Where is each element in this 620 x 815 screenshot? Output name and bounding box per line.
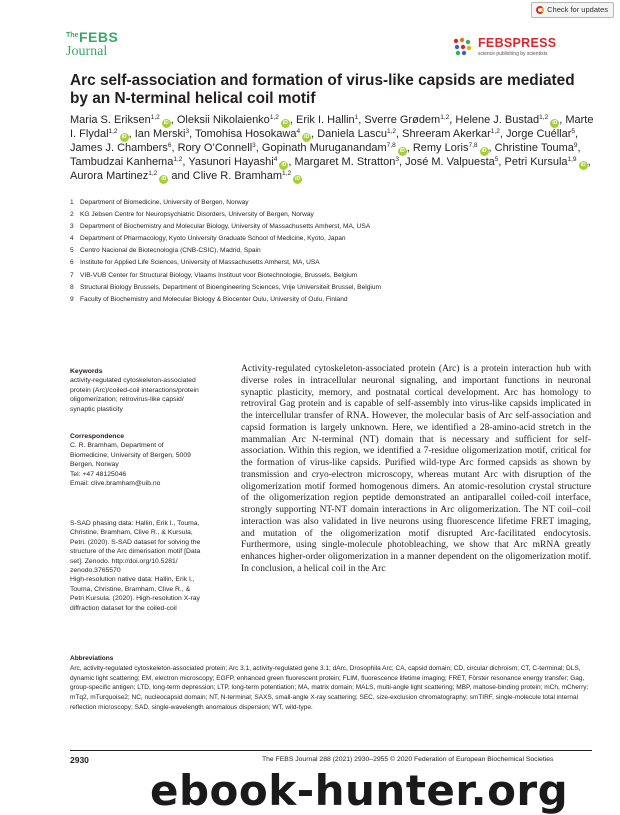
author-affiliation-marker: 1,2 (108, 128, 118, 135)
author-name: Sverre Grødem (364, 114, 441, 126)
author-affiliation-marker: 7,8 (468, 142, 478, 149)
author-affiliation-marker: 3 (395, 156, 399, 163)
correspondence-heading: Correspondence (70, 433, 125, 440)
author-affiliation-marker: 7,8 (386, 142, 396, 149)
affiliation-text: Department of Biochemistry and Molecular Biology, University of Massachusetts Amherst, MA, USA (80, 223, 371, 231)
datasets-section (70, 519, 220, 613)
author-affiliation-marker: 4 (273, 156, 278, 163)
orcid-icon[interactable]: iD (282, 120, 288, 126)
author-affiliation-marker: 3 (252, 142, 256, 149)
affiliation-item (70, 233, 590, 245)
dataset-line: High-resolution native data: Hallin, Erik I., (70, 576, 195, 584)
febs-press-dots-icon (452, 37, 474, 57)
watermark: ebook-hunter.org (150, 766, 569, 815)
keyword-line: protein (Arc)/coiled-coil interactions/protein (70, 386, 199, 394)
author-name: Yasunori Hayashi (188, 156, 274, 168)
affiliation-text: Structural Biology Brussels, Department of Bioengineering Sciences, Vrije Universiteit Brussel, Belgium (80, 283, 382, 291)
author-name: Margaret M. Stratton (294, 156, 396, 168)
febs-press-name: FEBSPRESS (478, 36, 557, 50)
affiliation-text: Faculty of Biochemistry and Molecular Biology & Biocenter Oulu, University of Oulu, Finland (80, 295, 348, 303)
affiliation-number: 9 (70, 295, 74, 303)
author-name: Marte I. Flydal (70, 114, 594, 140)
keyword-line: activity-regulated cytoskeleton-associated (70, 377, 196, 385)
dataset-line: structure of the Arc dimerisation motif [Data (70, 548, 201, 556)
affiliation-text: KG Jebsen Centre for Neuropsychiatric Disorders, University of Bergen, Norway (80, 211, 314, 219)
affiliation-item (70, 257, 590, 269)
author-affiliation-marker: 1,9 (567, 156, 577, 163)
affiliation-number: 5 (70, 247, 74, 255)
crossmark-icon (536, 6, 544, 14)
author-name: Christine Touma (494, 142, 574, 154)
author-affiliation-marker: 3 (185, 128, 190, 135)
febs-press-logo (452, 35, 582, 61)
correspondence-line: C. R. Bramham, Department of (70, 442, 164, 450)
author-affiliation-marker: 1,2 (539, 114, 549, 121)
author-affiliation-marker: 6 (167, 142, 172, 149)
orcid-icon[interactable]: iD (161, 176, 167, 182)
author-name: James J. Chambers (70, 142, 168, 154)
dataset-line[interactable]: set]. Zenodo. http://doi.org/10.5281/ (70, 557, 178, 565)
logo-the: The (66, 32, 79, 39)
correspondence-line[interactable]: Email: clive.bramham@uib.no (70, 480, 161, 488)
affiliation-item (70, 221, 590, 233)
dataset-line: Touma, Christine, Bramham, Clive R., & (70, 585, 191, 593)
check-for-updates-label: Check for updates (547, 5, 608, 14)
author-affiliation-marker: 1 (354, 114, 359, 121)
orcid-icon[interactable]: iD (552, 120, 558, 126)
abbreviations-section (70, 654, 592, 713)
author-name: Rory O’Connell (177, 142, 253, 154)
orcid-icon[interactable]: iD (304, 134, 310, 140)
affiliation-item (70, 245, 590, 257)
author-name: Daniela Lascu (317, 128, 387, 140)
author-affiliation-marker: 1,2 (440, 114, 450, 121)
author-affiliation-marker: 1,2 (269, 114, 279, 121)
footer-citation: The FEBS Journal 288 (2021) 2930–2955 © 2020 Federation of European Biochemical Societies (262, 756, 554, 763)
author-affiliation-marker: 1,2 (150, 114, 160, 121)
author-affiliation-marker: 1,2 (490, 128, 500, 135)
affiliation-item (70, 282, 590, 294)
abbreviations-text: Arc, activity-regulated cytoskeleton-associated protein; Arc 3.1, activity-regulated gene 3.1; dArc, Drosophila Arc; CA, capsid domain; CD, circular dichroism; CT, C-terminal; DLS, dynamic light scattering; EM, electron microscopy; EGFP, enhanced green fluorescent protein; FLIM, fluorescence lifetime imaging; FRET, Förster resonance energy transfer; Gag, group-specific antigen; LTD, long-term depression; LTP, long-term potentiation; MA, matrix domain; MALS, multi-angle light scattering; MBP, maltose-binding protein; mCh, mCherry; mTq2, mTurquoise2; NC, nucleocapsid domain; NT, N-terminal; SAXS, small-angle X-ray scattering; SEC, size-exclusion chromatography; smTIRF, single-molecule total internal reflection microscopy; SAD, single-wavelength anomalous dispersion; WT, wild-type. (70, 664, 589, 711)
dataset-line: Petri. (2020). S-SAD dataset for solving the (70, 538, 201, 546)
affiliation-item (70, 197, 590, 209)
affiliation-text: Institute for Applied Life Sciences, University of Massachusetts Amherst, MA, USA (80, 259, 320, 267)
dataset-line: diffraction dataset for the coiled-coil (70, 604, 177, 612)
logo-journal: Journal (66, 44, 108, 59)
author-name: Maria S. Eriksen (70, 114, 151, 126)
affiliation-text: Department of Pharmacology, Kyoto University Graduate School of Medicine, Kyoto, Japan (80, 235, 346, 243)
affiliation-number: 8 (70, 283, 74, 291)
dataset-line: Christine, Bramham, Clive R., & Kursula, (70, 529, 193, 537)
affiliation-number: 3 (70, 223, 74, 231)
orcid-icon[interactable]: iD (295, 176, 301, 182)
dataset-line: S-SAD phasing data: Hallin, Erik I., Touma, (70, 520, 200, 527)
author-name: José M. Valpuesta (405, 156, 495, 168)
author-name: Shreeram Akerkar (402, 128, 491, 140)
febs-journal-logo (66, 30, 146, 62)
correspondence-section (70, 432, 220, 488)
keyword-line: synaptic plasticity (70, 405, 123, 413)
affiliation-text: VIB-VUB Center for Structural Biology, Vlaams Instituut voor Biotechnologie, Brussels, Belgium (80, 271, 358, 279)
author-affiliation-marker: 5 (571, 128, 575, 135)
author-name: Erik I. Hallin (295, 114, 355, 126)
author-name: Jorge Cuéllar (505, 128, 572, 140)
affiliation-text: Centro Nacional de Biotecnología (CNB-CSIC), Madrid, Spain (80, 247, 261, 255)
orcid-icon[interactable]: iD (163, 120, 169, 126)
orcid-icon[interactable]: iD (481, 148, 487, 154)
orcid-icon[interactable]: iD (281, 162, 287, 168)
dataset-line: zenodo.3765570 (70, 567, 121, 575)
affiliation-item (70, 209, 590, 221)
affiliation-text: Department of Biomedicine, University of Bergen, Norway (80, 199, 249, 206)
author-name: Aurora Martinez (70, 170, 149, 182)
orcid-icon[interactable]: iD (580, 162, 586, 168)
author-affiliation-marker: 5 (494, 156, 499, 163)
keyword-line: oligomerization; retrovirus-like capsid/ (70, 396, 184, 404)
abbreviations-heading: Abbreviations (70, 655, 114, 662)
check-for-updates-button[interactable] (531, 2, 614, 18)
author-affiliation-marker: 9 (573, 142, 578, 149)
correspondence-line: Tel: +47 48125046 (70, 470, 127, 478)
article-title: Arc self-association and formation of virus-like capsids are mediated by an N-terminal helical coil motif (70, 72, 575, 107)
author-name: Gopinath Muruganandam (261, 142, 387, 154)
author-name: Remy Loris (412, 142, 469, 154)
affiliation-item (70, 270, 590, 282)
affiliation-number: 4 (70, 235, 74, 243)
febs-press-tagline: science publishing by scientists (478, 51, 548, 57)
keywords-heading: Keywords (70, 368, 103, 375)
author-name: Ian Merski (134, 128, 186, 140)
correspondence-line: Bergen, Norway (70, 461, 119, 469)
abstract-text: Activity-regulated cytoskeleton-associated protein (Arc) is a protein interaction hub with diverse roles in intracellular neuronal signaling, and important functions in neuronal synaptic plasticity, memory, and postnatal cortical development. Arc has homology to retroviral Gag protein and is capable of self-assembly into virus-like capsids implicated in the intercellular transfer of RNA. However, the molecular basis of Arc self-association and capsid formation is largely unknown. Here, we identified a 28-amino-acid stretch in the mammalian Arc N-terminal (NT) domain that is necessary and sufficient for self-association. Within this region, we identified a 7-residue oligomerization motif, critical for the formation of virus-like capsids. Purified wild-type Arc formed capsids as shown by transmission and cryo-electron microscopy, whereas mutant Arc with disruption of the oligomerization motif formed homogenous dimers. An atomic-resolution crystal structure of the oligomerization region peptide demonstrated an antiparallel coiled-coil interface, strongly supporting NT-NT domain interactions in Arc oligomerization. The NT coil–coil interaction was also validated in live neurons using fluorescence lifetime FRET imaging, and mutation of the oligomerization motif disrupted Arc-facilitated endocytosis. Furthermore, using single-molecule photobleaching, we show that Arc mRNA greatly enhances higher-order oligomerization in a manner dependent on the oligomerization motif. In conclusion, a helical coil in the Arc (241, 364, 591, 574)
author-affiliation-marker: 1,2 (386, 128, 396, 135)
page-number: 2930 (70, 755, 89, 765)
author-name: Clive R. Bramham (192, 170, 283, 182)
correspondence-line: Biomedicine, University of Bergen, 5009 (70, 451, 191, 459)
footer-divider (70, 750, 592, 751)
logo-febs: FEBS (79, 29, 119, 45)
affiliation-list (70, 197, 590, 306)
author-affiliation-marker: 1,2 (173, 156, 183, 163)
author-name: Petri Kursula (504, 156, 568, 168)
keywords-section (70, 367, 220, 414)
author-name: Oleksii Nikolaienko (176, 114, 270, 126)
author-name: Helene J. Bustad (455, 114, 540, 126)
orcid-icon[interactable]: iD (121, 134, 127, 140)
affiliation-number: 1 (70, 199, 74, 206)
author-list: Maria S. Eriksen$^{1,2}$iD , Oleksii Nikolaienko$^{1,2}$iD , Erik I. Hallin$^1$, Sverre Grødem$^{1,2}$, Helene J. Bustad$^{1,2}$iD , Marte I. Flydal$^{1,2}$iD , Ian Merski$^3$, Tomohisa Hosokawa$^4$iD , Daniela Lascu$^{1,2}$, Shreeram Akerkar$^{1,2}$, Jorge Cuéllar$^5$, James J. Chambers$^6$, Rory O’Connell$^3$, Gopinath Muruganandam$^{7,8}$iD , Remy Loris$^{7,8}$iD , Christine Touma$^9$, Tambudzai Kanhema$^{1,2}$, Yasunori Hayashi$^4$iD , Margaret M. Stratton$^3$, José M. Valpuesta$^5$, Petri Kursula$^{1,9}$iD , Aurora Martinez$^{1,2}$iD and Clive R. Bramham$^{1,2}$iD (70, 114, 594, 182)
author-affiliation-marker: 4 (296, 128, 301, 135)
affiliation-number: 7 (70, 271, 74, 279)
orcid-icon[interactable]: iD (399, 148, 405, 154)
affiliation-number: 2 (70, 211, 74, 219)
author-affiliation-marker: 1,2 (148, 170, 158, 177)
affiliation-number: 6 (70, 259, 74, 267)
author-name: Tomohisa Hosokawa (194, 128, 297, 140)
author-name: Tambudzai Kanhema (70, 156, 174, 168)
affiliation-item (70, 294, 590, 306)
author-affiliation-marker: 1,2 (282, 170, 292, 177)
dataset-line: Petri Kursula. (2020). High-resolution X-ray (70, 595, 200, 603)
